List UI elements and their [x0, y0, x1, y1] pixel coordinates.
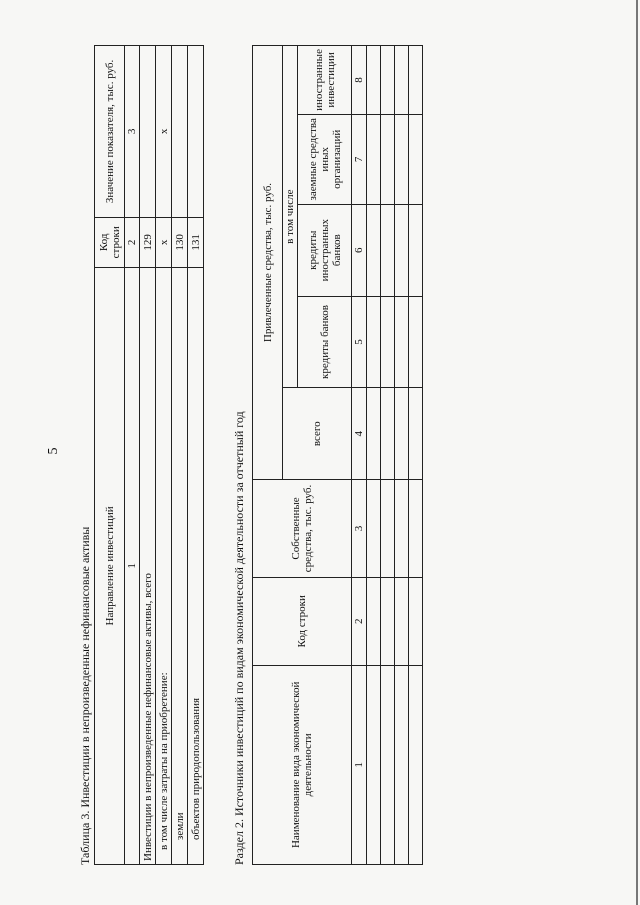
table3-caption: Таблица 3. Инвестиции в непроизведенные нефинансовые активы	[78, 526, 92, 865]
s2-header-own: Собственные средства, тыс. руб.	[253, 480, 352, 578]
s2-colnum: 8	[352, 46, 367, 115]
s2-header-foreign-investments: иностранные инвестиции	[298, 46, 352, 115]
s2-header-activity: Наименование вида экономической деятельности	[253, 665, 352, 864]
section2-caption: Раздел 2. Источники инвестиций по видам экономической деятельности за отчетный год	[232, 411, 246, 865]
table3-row-value	[140, 46, 156, 218]
s2-header-including: в том числе	[283, 46, 298, 388]
s2-colnum: 1	[352, 665, 367, 864]
section2-table	[252, 45, 423, 865]
table-row	[409, 46, 423, 865]
table3-row-label: в том числе затраты на приобретение:	[156, 267, 172, 864]
s2-header-code: Код строки	[253, 577, 352, 665]
table3-colnum: 2	[125, 217, 140, 267]
table3-row-label: земли	[172, 267, 188, 864]
s2-colnum: 6	[352, 204, 367, 296]
table3-row-code: 131	[188, 217, 204, 267]
table3-row-value	[172, 46, 188, 218]
s2-header-total: всего	[283, 388, 352, 480]
page-number: 5	[46, 447, 61, 455]
table3-row-code: 129	[140, 217, 156, 267]
s2-header-foreign-bank-credits: кредиты иностранных банков	[298, 204, 352, 296]
s2-header-attracted: Привлеченные средства, тыс. руб.	[253, 46, 283, 480]
s2-colnum: 3	[352, 480, 367, 578]
table3-header-code: Код строки	[95, 217, 125, 267]
table3-row-label: Инвестиции в непроизведенные нефинансовые активы, всего	[140, 267, 156, 864]
table3-colnum: 1	[125, 267, 140, 864]
table3-row-code: 130	[172, 217, 188, 267]
s2-header-other-org-loans: заемные средства иных организаций	[298, 114, 352, 204]
table3-row-label: объектов природопользования	[188, 267, 204, 864]
s2-colnum: 7	[352, 114, 367, 204]
s2-colnum: 4	[352, 388, 367, 480]
s2-colnum: 2	[352, 577, 367, 665]
table3-row-value	[188, 46, 204, 218]
table3-row-value: x	[156, 46, 172, 218]
table-row	[381, 46, 395, 865]
table3-header-value: Значение показателя, тыс. руб.	[95, 46, 125, 218]
s2-colnum: 5	[352, 296, 367, 388]
table3-header-direction: Направление инвестиций	[95, 267, 125, 864]
scan-edge	[636, 0, 638, 905]
table-row	[367, 46, 381, 865]
table3-colnum: 3	[125, 46, 140, 218]
table3	[94, 45, 204, 865]
table3-row-code: x	[156, 217, 172, 267]
s2-header-bank-credits: кредиты банков	[298, 296, 352, 388]
table-row	[395, 46, 409, 865]
